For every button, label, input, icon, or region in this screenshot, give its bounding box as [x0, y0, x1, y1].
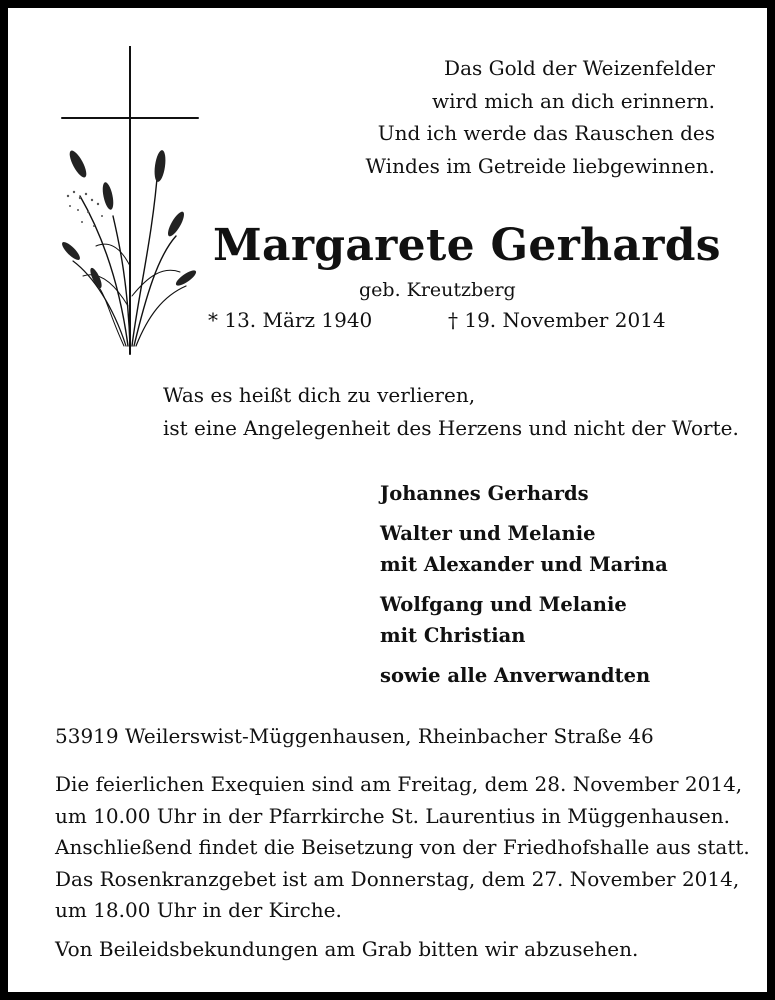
service-info-line: um 18.00 Uhr in der Kirche. — [55, 898, 342, 922]
birth-date: * 13. März 1940 — [208, 308, 373, 332]
service-info-line: Anschließend findet die Beisetzung von der Friedhofshalle aus statt. — [55, 835, 750, 859]
mourner-line: mit Christian — [380, 624, 526, 647]
service-info — [55, 769, 750, 927]
closing-note: Von Beileidsbekundungen am Grab bitten wir abzusehen. — [55, 937, 639, 961]
death-date: † 19. November 2014 — [448, 308, 666, 332]
mourner-line: mit Alexander und Marina — [380, 553, 668, 576]
poem-line: Und ich werde das Rauschen des — [377, 121, 715, 145]
maiden-name: geb. Kreutzberg — [359, 279, 516, 301]
mourner-group — [380, 478, 668, 509]
service-info-line: Die feierlichen Exequien sind am Freitag, dem 28. November 2014, — [55, 772, 743, 796]
poem-line: Windes im Getreide liebgewinnen. — [365, 153, 715, 178]
poem-line: wird mich an dich erinnern. — [431, 88, 715, 113]
poem-line: Das Gold der Weizenfelder — [444, 56, 715, 80]
service-info-line: um 10.00 Uhr in der Pfarrkirche St. Laurentius in Müggenhausen. — [55, 803, 731, 828]
mourner-line: sowie alle Anverwandten — [380, 664, 651, 687]
quote-line: Was es heißt dich zu verlieren, — [163, 383, 476, 407]
cross-with-wheat-icon — [58, 46, 208, 366]
deceased-name: Margarete Gerhards — [213, 220, 721, 271]
mourner-line: Johannes Gerhards — [380, 482, 589, 505]
mourner-group — [380, 660, 668, 691]
poem — [365, 52, 715, 182]
mourner-line: Wolfgang und Melanie — [380, 593, 627, 616]
quote-line: ist eine Angelegenheit des Herzens und nicht der Worte. — [163, 416, 739, 440]
mourners-list — [380, 478, 668, 700]
service-info-line: Das Rosenkranzgebet ist am Donnerstag, dem 27. November 2014, — [55, 866, 740, 891]
mourner-group — [380, 518, 668, 580]
mourner-group — [380, 589, 668, 651]
address: 53919 Weilerswist-Müggenhausen, Rheinbacher Straße 46 — [55, 724, 654, 748]
mourner-line: Walter und Melanie — [380, 522, 596, 545]
quote — [163, 379, 739, 445]
